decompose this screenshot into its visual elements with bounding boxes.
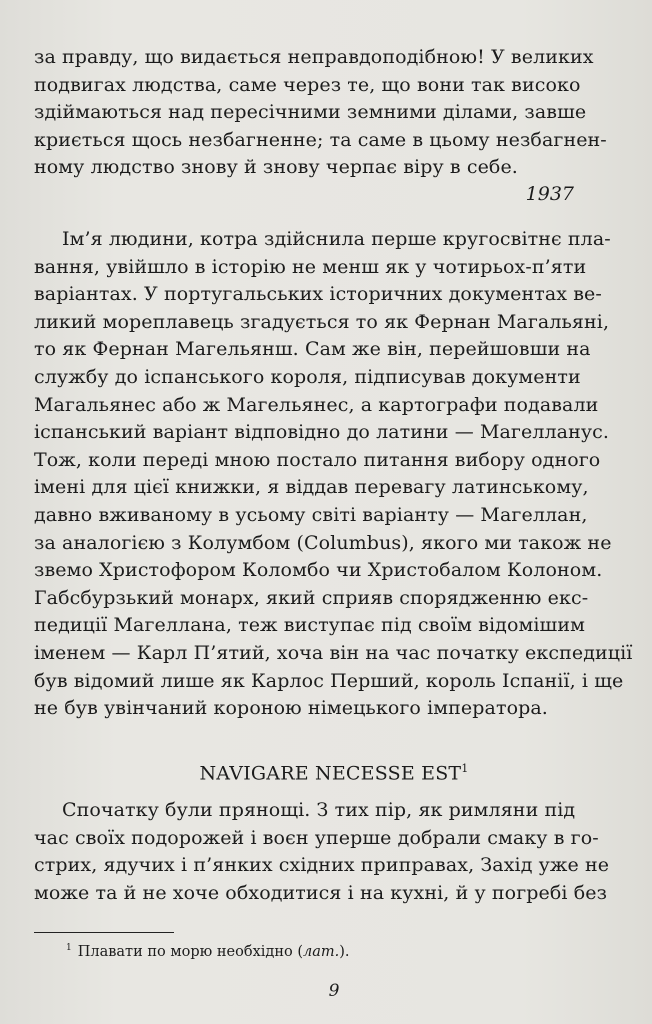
text-line: іспанський варіант відповідно до латини — Магелланус.: [34, 421, 610, 444]
text-line: здіймаються над пересічними земними ділами, завше: [34, 101, 587, 124]
footnote-language: лат.: [302, 943, 340, 960]
text-line: педиції Магеллана, теж виступає під своїм відомішим: [34, 614, 585, 637]
text-line: криється щось незбагненне; та саме в цьому незбагнен-: [34, 128, 607, 151]
footnote-text: Плавати по морю необхідно (: [77, 943, 303, 960]
text-line: імені для цієї книжки, я віддав перевагу латинському,: [34, 476, 589, 499]
text-line: службу до іспанського короля, підписував документи: [34, 365, 581, 388]
text-line: звемо Христофором Коломбо чи Христобалом Колоном.: [34, 559, 603, 582]
text-line: ному людство знову й знову черпає віру в себе.: [34, 156, 518, 179]
text-line: був відомий лише як Карлос Перший, король Іспанії, і ще: [34, 669, 624, 692]
text-line: давно вживаному в усьому світі варіанту — Магеллан,: [34, 503, 588, 526]
text-line: Тож, коли переді мною постало питання вибору одного: [34, 448, 601, 471]
text-line: ликий мореплавець згадується то як Фернан Магальяні,: [34, 310, 610, 333]
top-paragraph: [34, 44, 607, 182]
text-line: варіантах. У португальських історичних документах ве-: [34, 283, 602, 306]
page-number: 9: [328, 981, 340, 1001]
text-line: Спочатку були прянощі. З тих пір, як римляни під: [62, 799, 576, 821]
text-line: вання, увійшло в історію не менш як у чотирьох-п’яти: [34, 255, 587, 278]
section-heading: [0, 762, 652, 784]
text-line: подвигах людства, саме через те, що вони так високо: [34, 73, 581, 96]
section-heading-text: NAVIGARE NECESSE EST: [199, 762, 462, 785]
footnote-divider: [34, 932, 174, 933]
date: 1937: [525, 183, 574, 205]
text-line: за правду, що видається неправдоподібною! У великих: [34, 46, 594, 68]
footnote-reference: 1: [461, 762, 469, 775]
text-line: може та й не хоче обходитися і на кухні, й у погребі без: [34, 881, 608, 904]
text-line: не був увінчаний короною німецького імператора.: [34, 697, 548, 720]
footnote-mark: 1: [66, 943, 72, 953]
text-line: Ім’я людини, котра здійснила перше кругосвітнє пла-: [62, 228, 611, 250]
name-paragraph: [34, 226, 633, 723]
text-line: Габсбурзький монарх, який сприяв спорядженню екс-: [34, 586, 589, 609]
text-line: іменем — Карл П’ятий, хоча він на час початку експедиції: [34, 641, 633, 664]
text-line: то як Фернан Магельянш. Сам же він, перейшовши на: [34, 338, 591, 361]
text-line: стрих, ядучих і п’янких східних приправах, Захід уже не: [34, 854, 610, 877]
text-line: за аналогією з Колумбом (Columbus), якого ми також не: [34, 531, 612, 554]
footnote: [66, 943, 350, 960]
footnote-close: ).: [339, 943, 350, 960]
spice-paragraph: [34, 797, 610, 907]
text-line: Магальянес або ж Магельянес, а картографи подавали: [34, 393, 599, 416]
text-line: час своїх подорожей і воєн уперше добрали смаку в го-: [34, 826, 599, 849]
